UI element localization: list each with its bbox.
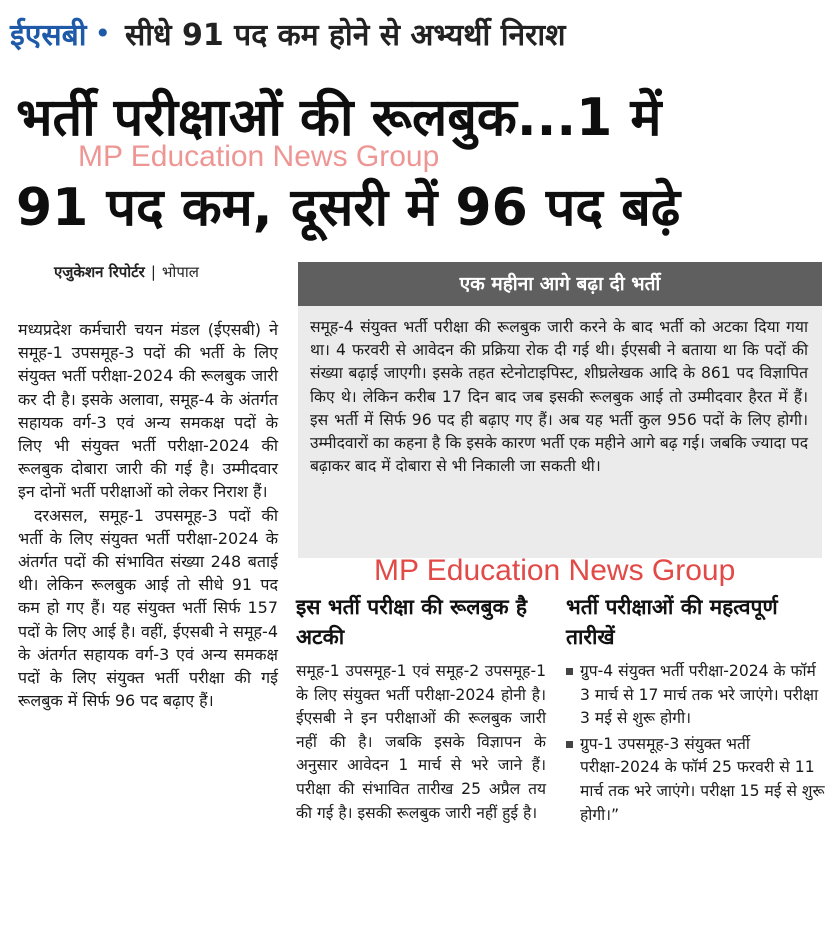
sidebar-box bbox=[298, 262, 822, 558]
dates-section bbox=[566, 660, 828, 829]
dates-section-heading: भर्ती परीक्षाओं की महत्वपूर्ण तारीखें bbox=[566, 595, 778, 649]
kicker bbox=[10, 8, 566, 58]
box-body: समूह-4 संयुक्त भर्ती परीक्षा की रूलबुक जारी करने के बाद भर्ती को अटका दिया गया था। 4 फरवरी से आवेदन की प्रक्रिया रोक दी गई थी। ईएसबी ने बताया था कि पदों की संख्या बढ़ाई जाएगी। इसके तहत स्टेनोटाइपिस्ट, शीघ्रलेखक आदि के 861 पद विज्ञापित किए थे। लेकिन करीब 17 दिन बाद जब इसकी रूलबुक आई तो उम्मीदवार हैरत में हैं। इस भर्ती में सिर्फ 96 पद ही बढ़ाए गए हैं। अब यह भर्ती कुल 956 पदों के लिए होगी। उम्मीदवारों का कहना है कि इसके कारण भर्ती एक महीने आगे बढ़ गई। जबकि ज्यादा पद बढ़ाकर बाद में दोबारा से भी निकाली जा सकती थी। bbox=[310, 318, 808, 476]
kicker-tag: ईएसबी bbox=[10, 17, 87, 53]
kicker-bullet: • bbox=[94, 16, 112, 50]
list-item bbox=[566, 660, 828, 731]
left-paragraph-2: दरअसल, समूह-1 उपसमूह-3 पदों की भर्ती के लिए संयुक्त भर्ती परीक्षा-2024 के अंतर्गत पदों की संभावित संख्या 248 बताई थी। लेकिन रूलबुक आई तो सीधे 91 पद कम हो गए हैं। यह संयुक्त भर्ती सिर्फ 157 पदों के लिए आई है। वहीं, ईएसबी ने समूह-4 के अंतर्गत सहायक वर्ग-3 एवं अन्य समकक्ष पदों के लिए संयुक्त भर्ती परीक्षा की गई रूलबुक में सिर्फ 96 पद बढ़ाए हैं। bbox=[18, 505, 278, 711]
stuck-section-heading: इस भर्ती परीक्षा की रूलबुक है अटकी bbox=[296, 595, 528, 649]
stuck-section-body: समूह-1 उपसमूह-1 एवं समूह-2 उपसमूह-1 के लिए संयुक्त भर्ती परीक्षा-2024 होनी है। ईएसबी ने इन परीक्षाओं की रूलबुक जारी नहीं की है। जबकि इसके विज्ञापन के अनुसार आवेदन 1 मार्च से भरे जाने हैं। परीक्षा की संभावित तारीख 25 अप्रैल तय की गई है। इसकी रूलबुक जारी नहीं हुई है। bbox=[296, 662, 546, 822]
square-bullet-icon bbox=[566, 668, 573, 675]
left-column bbox=[18, 318, 278, 712]
byline-city: भोपाल bbox=[161, 263, 199, 281]
headline-line-1: भर्ती परीक्षाओं की रूलबुक...1 में bbox=[16, 88, 662, 148]
box-heading: एक महीना आगे बढ़ा दी भर्ती bbox=[298, 262, 822, 306]
watermark-middle: MP Education News Group bbox=[374, 554, 736, 587]
date-item-text: ग्रुप-4 संयुक्त भर्ती परीक्षा-2024 के फॉर्म 3 मार्च से 17 मार्च तक भरे जाएंगे। परीक्षा 3 मई से शुरू होगी। bbox=[580, 662, 819, 728]
byline-separator: | bbox=[150, 263, 156, 281]
watermark-top: MP Education News Group bbox=[78, 140, 440, 173]
date-item-text: ग्रुप-1 उपसमूह-3 संयुक्त भर्ती परीक्षा-2024 के फॉर्म 25 फरवरी से 11 मार्च तक भरे जाएंगे। परीक्षा 15 मई से शुरू होगी।” bbox=[580, 734, 825, 824]
list-item bbox=[566, 733, 828, 827]
byline-reporter: एजुकेशन रिपोर्टर bbox=[54, 263, 145, 281]
byline bbox=[54, 262, 199, 282]
kicker-text: सीधे 91 पद कम होने से अभ्यर्थी निराश bbox=[125, 17, 566, 53]
dates-list bbox=[566, 660, 828, 827]
square-bullet-icon bbox=[566, 741, 573, 748]
left-paragraph-1: मध्यप्रदेश कर्मचारी चयन मंडल (ईएसबी) ने समूह-1 उपसमूह-3 पदों की भर्ती के लिए संयुक्त भर्ती परीक्षा-2024 की रूलबुक जारी कर दी है। इसके अलावा, समूह-4 के अंतर्गत सहायक वर्ग-3 एवं अन्य समकक्ष पदों के लिए भी संयुक्त भर्ती परीक्षा-2024 की रूलबुक दोबारा जारी की गई है। उम्मीदवार इन दोनों भर्ती परीक्षाओं को लेकर निराश हैं। bbox=[18, 320, 278, 502]
headline-line-2: 91 पद कम, दूसरी में 96 पद बढ़े bbox=[16, 178, 681, 238]
